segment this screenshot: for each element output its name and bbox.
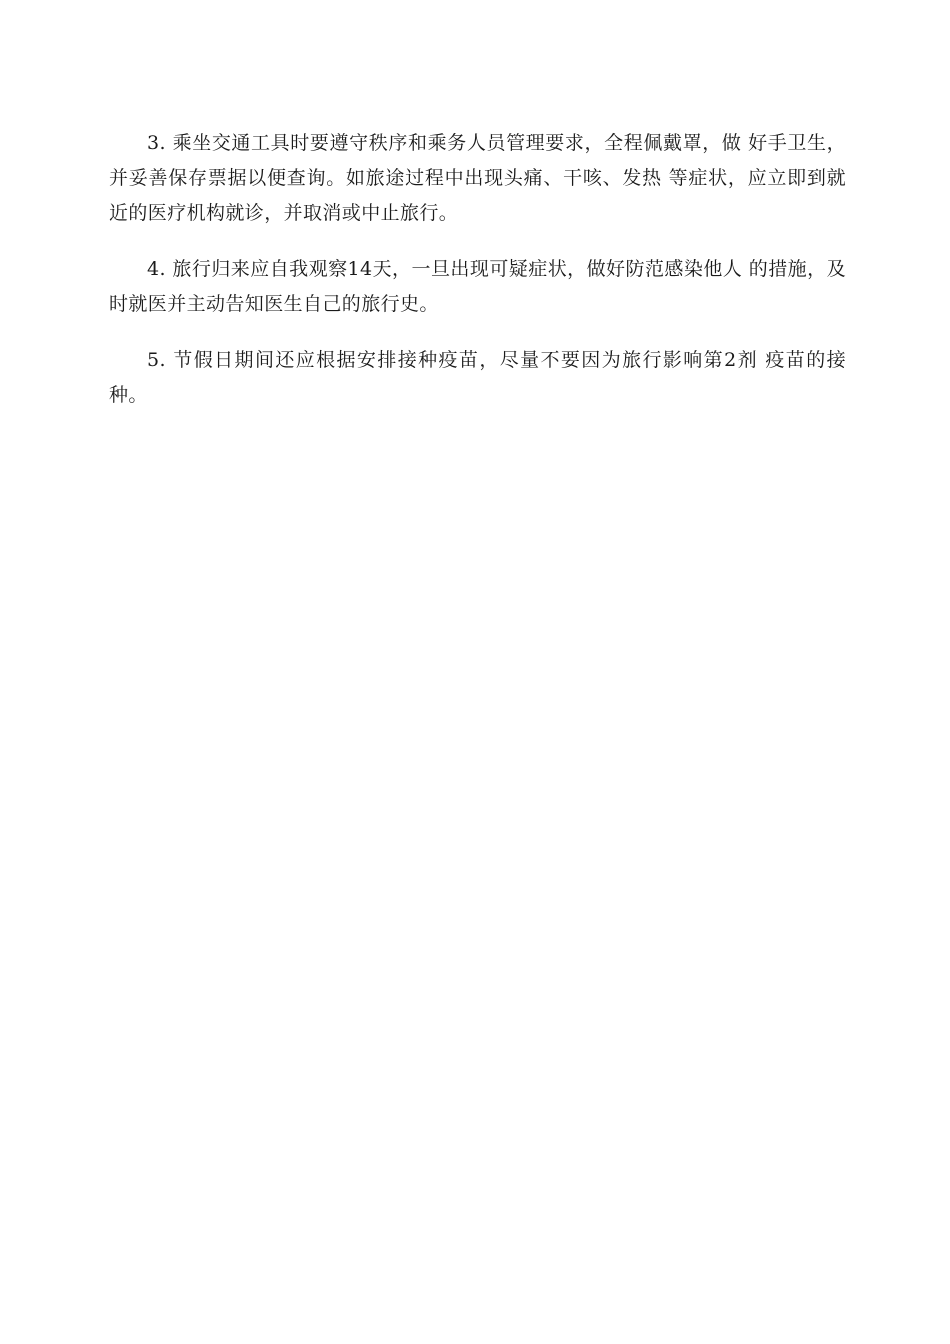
paragraph-item-3: 3. 乘坐交通工具时要遵守秩序和乘务人员管理要求，全程佩戴罩，做 好手卫生，并妥善保存票据以便查询。如旅途过程中出现头痛、干咳、发热 等症状，应立即到就近的医疗机构就诊，并取消或中止旅行。 bbox=[109, 132, 846, 224]
paragraph-item-5: 5. 节假日期间还应根据安排接种疫苗，尽量不要因为旅行影响第2剂 疫苗的接种。 bbox=[109, 349, 846, 406]
paragraph-item-4: 4. 旅行归来应自我观察14天，一旦出现可疑症状，做好防范感染他人 的措施，及时就医并主动告知医生自己的旅行史。 bbox=[109, 258, 846, 315]
document-body bbox=[109, 126, 846, 413]
